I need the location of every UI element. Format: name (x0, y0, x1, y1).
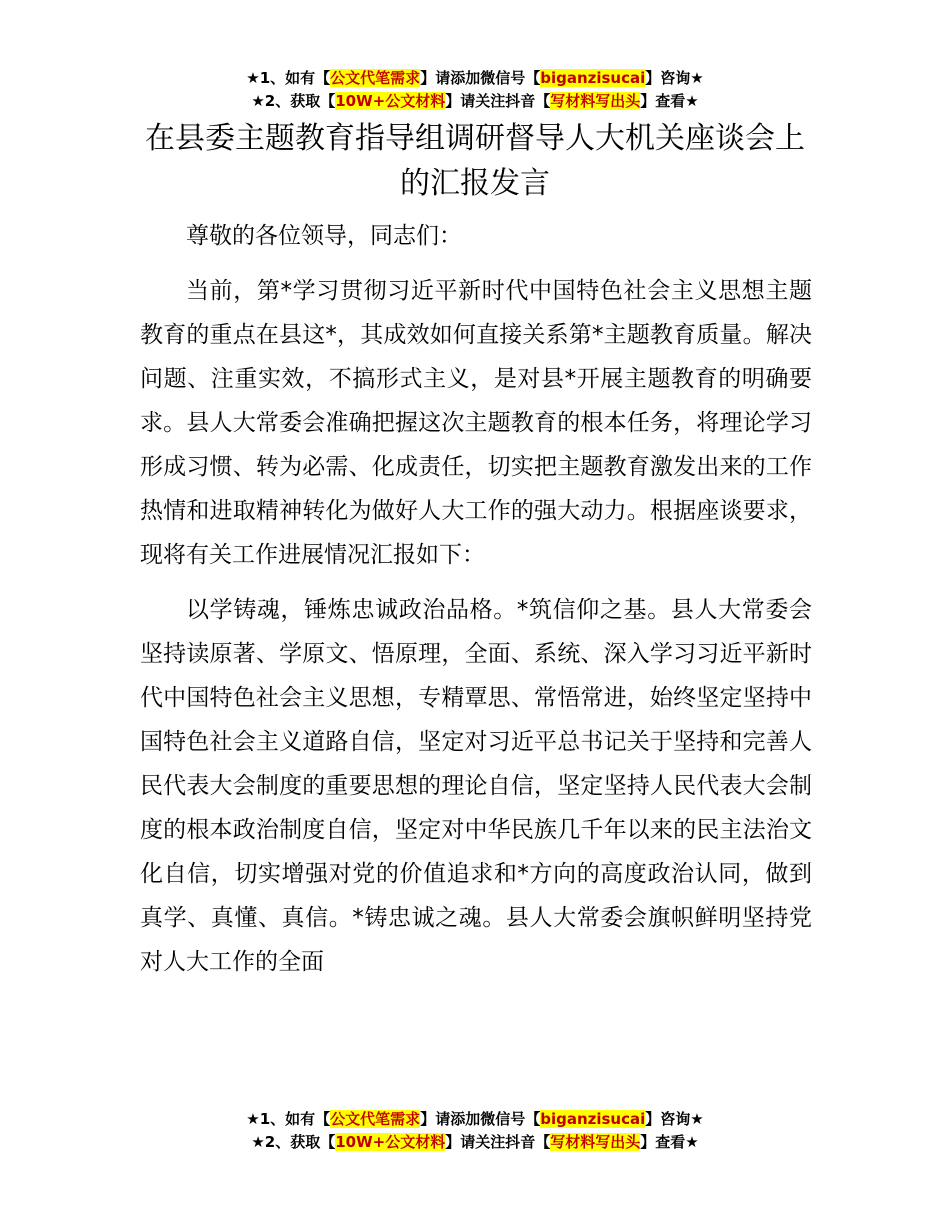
top-banner (0, 67, 950, 113)
banner-text: 】请添加微信号【 (420, 69, 541, 87)
banner-text: ★1、如有【 (246, 1110, 331, 1128)
banner-line-2 (0, 90, 950, 113)
paragraph: 以学铸魂，锤炼忠诚政治品格。*筑信仰之基。县人大常委会坚持读原著、学原文、悟原理，全面、系统、深入学习习近平新时代中国特色社会主义思想，专精覃思、常悟常进，始终坚定坚持中国特色社会主义道路自信，坚定对习近平总书记关于坚持和完善人民代表大会制度的重要思想的理论自信，坚定坚持人民代表大会制度的根本政治制度自信，坚定对中华民族几千年以来的民主法治文化自信，切实增强对党的价值追求和*方向的高度政治认同，做到真学、真懂、真信。*铸忠诚之魂。县人大常委会旗帜鲜明坚持党对人大工作的全面 (140, 597, 812, 975)
banner-highlight: biganzisucai (540, 1110, 646, 1128)
bottom-banner (0, 1108, 950, 1154)
banner-text: 】请添加微信号【 (420, 1110, 541, 1128)
banner-line-2 (0, 1131, 950, 1154)
salutation: 尊敬的各位领导，同志们： (186, 223, 462, 249)
banner-text: 】请关注抖音【 (445, 92, 551, 110)
banner-highlight: 公文代笔需求 (330, 1110, 421, 1128)
banner-highlight: 公文代笔需求 (330, 69, 421, 87)
banner-highlight: 写材料写出头 (550, 92, 641, 110)
banner-text: 】咨询★ (645, 69, 704, 87)
banner-text: 】请关注抖音【 (445, 1133, 551, 1151)
banner-text: 】查看★ (640, 1133, 699, 1151)
banner-text: 】查看★ (640, 92, 699, 110)
banner-line-1 (0, 1108, 950, 1131)
banner-highlight: 写材料写出头 (550, 1133, 641, 1151)
banner-text: 】咨询★ (645, 1110, 704, 1128)
banner-text: ★2、获取【 (251, 92, 336, 110)
paragraph: 当前，第*学习贯彻习近平新时代中国特色社会主义思想主题教育的重点在县这*，其成效如何直接关系第*主题教育质量。解决问题、注重实效，不搞形式主义，是对县*开展主题教育的明确要求。县人大常委会准确把握这次主题教育的根本任务，将理论学习形成习惯、转为必需、化成责任，切实把主题教育激发出来的工作热情和进取精神转化为做好人大工作的强大动力。根据座谈要求，现将有关工作进展情况汇报如下： (140, 278, 812, 568)
banner-highlight: biganzisucai (540, 69, 646, 87)
banner-text: ★2、获取【 (251, 1133, 336, 1151)
document-title: 在县委主题教育指导组调研督导人大机关座谈会上的汇报发言 (145, 121, 805, 201)
banner-text: ★1、如有【 (246, 69, 331, 87)
banner-line-1 (0, 67, 950, 90)
document-body (140, 214, 812, 995)
banner-highlight: 10W+公文材料 (335, 1133, 446, 1151)
banner-highlight: 10W+公文材料 (335, 92, 446, 110)
